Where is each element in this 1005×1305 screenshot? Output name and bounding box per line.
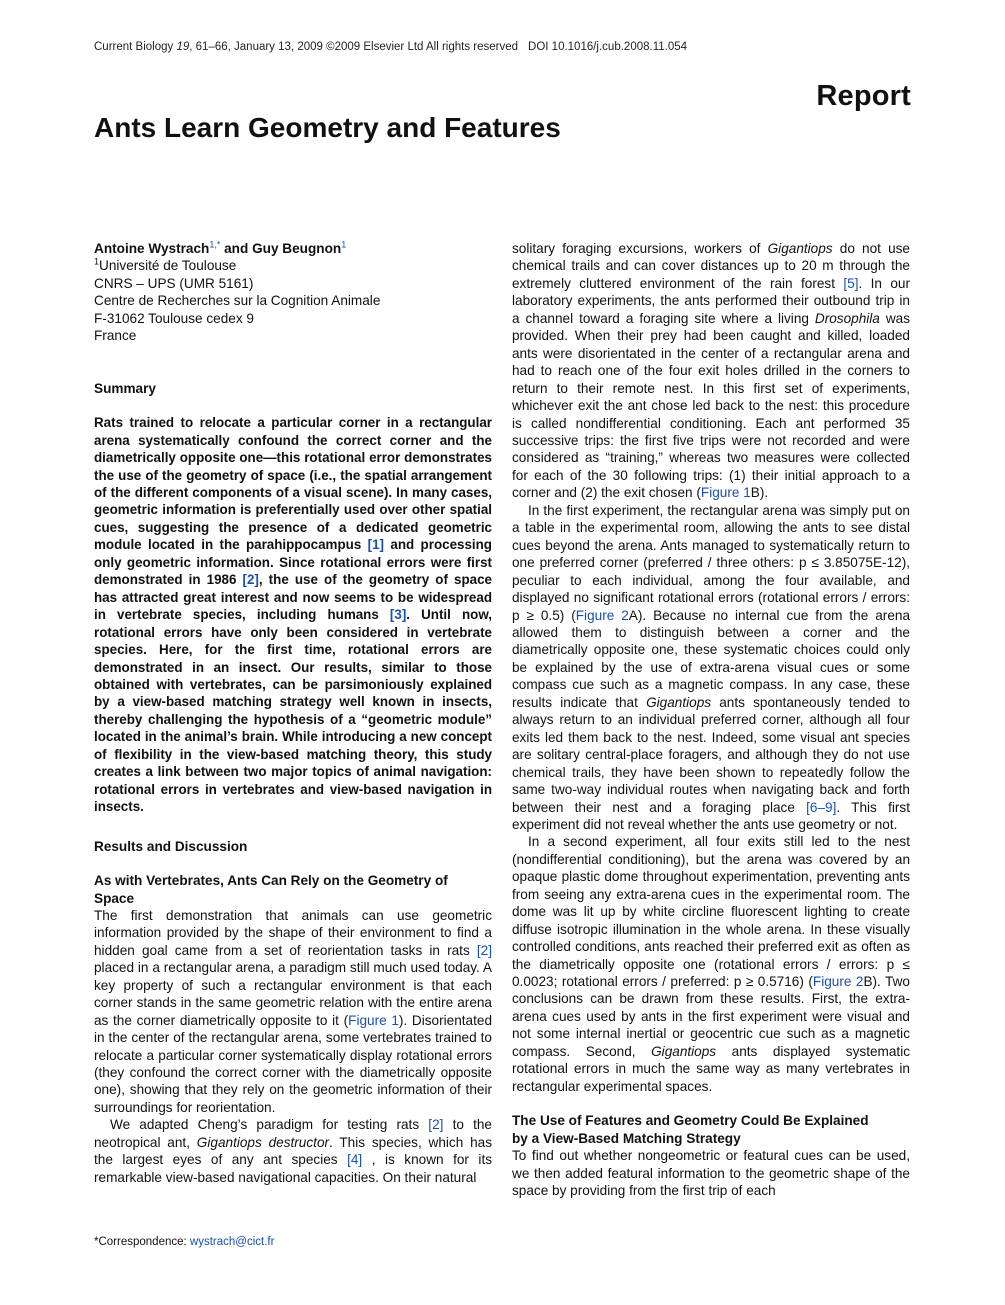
body-text: In the first experiment, the rectangular arena was simply put on a table in the experimental room, allowing the ants to see distal cues beyond the arena. Ants managed to systematically return to one preferred corner (preferred / three others: p ≤ 3.85075E-12), peculiar to each individual, among the four available, and displayed no significant rotational errors (rotational errors / errors: p ≥ 0.5) ( (512, 502, 910, 623)
species-name: Gigantiops destructor (196, 1134, 330, 1150)
author-name: Guy Beugnon (252, 241, 342, 256)
author-conjunction: and (220, 241, 253, 256)
reference-link[interactable]: [3] (389, 607, 407, 623)
body-paragraph (512, 502, 910, 834)
correspondence-label: *Correspondence: (94, 1236, 190, 1248)
affiliation-line: F-31062 Toulouse cedex 9 (94, 310, 254, 326)
body-paragraph (512, 240, 910, 502)
affiliation-line: Centre de Recherches sur la Cognition Animale (94, 293, 381, 309)
affiliation-line: Université de Toulouse (99, 258, 237, 274)
summary-text: and processing only geometric information. Since rotational errors were first demonstrated in 1986 (94, 537, 492, 588)
article-title: Ants Learn Geometry and Features (94, 112, 561, 143)
figure-link[interactable]: Figure 2 (812, 974, 864, 990)
journal-name: Current Biology (94, 41, 174, 53)
journal-pages-date: , 61–66, January 13, 2009 ©2009 Elsevier Ltd All rights reserved (189, 41, 519, 53)
summary-text: Rats trained to relocate a particular corner in a rectangular arena systematically confound the correct corner and the diametrically opposite one—this rotational error demonstrates the use of the geometry of space (i.e., the spatial arrangement of the different components of a visual scene). In many cases, geometric information is preferentially used over other spatial cues, suggesting the presence of a dedicated geometric module located in the parahippocampus (94, 415, 492, 553)
body-text: B). Two conclusions can be drawn from these results. First, the extra-arena cues used by ants in the first experiment were visual and not some internal inertial or geocentric cue such as a magnetic compass. Second, (512, 974, 910, 1059)
summary-text: . Until now, rotational errors have only been considered in vertebrate species. Here, for the first time, rotational errors are demonstrated in an insect. Our results, similar to those obtained with vertebrates, can be parsimoniously explained by a view-based matching strategy well known in insects, thereby challenging the hypothesis of a “geometric module” located in the animal’s brain. While introducing a new concept of flexibility in the view-based matching theory, this study creates a link between two major topics of animal navigation: rotational errors in vertebrates and view-based navigation in insects. (94, 607, 492, 815)
article-type: Report (816, 80, 911, 112)
journal-volume: 19 (176, 41, 190, 53)
summary-text: , the use of the geometry of space has attracted great interest and now seems to be widespread in vertebrate species, including humans (94, 572, 492, 623)
affiliation-superscript: 1 (94, 256, 100, 267)
body-text: . This species, which has the largest eyes of any ant species (94, 1134, 492, 1168)
results-heading: Results and Discussion (94, 838, 248, 854)
body-text: . In our laboratory experiments, the ants performed their outbound trip in a channel toward a foraging site where a living (512, 275, 910, 326)
body-paragraph (94, 907, 492, 1116)
reference-link[interactable]: [4] (347, 1152, 363, 1168)
body-text: . This first experiment did not reveal whether the ants use geometry or not. (512, 799, 910, 832)
reference-link[interactable]: [5] (843, 275, 859, 291)
body-text: solitary foraging excursions, workers of (512, 241, 768, 256)
summary-heading: Summary (94, 380, 156, 396)
reference-link[interactable]: [6–9] (806, 799, 837, 815)
affiliation-line: France (94, 328, 137, 344)
figure-link[interactable]: Figure 2 (575, 607, 629, 623)
body-text: In a second experiment, all four exits still led to the nest (nondifferential conditioning), but the arena was covered by an opaque plastic dome throughout experimentation, preventing ants from seeing any extra-arena cues in the experimental room. The dome was lit up by white circline fluorescent lighting to create diffuse isotropic illumination in the whole arena. In these visually controlled conditions, ants reached their preferred exit as often as the diametrically opposite one (rotational errors / errors: p ≤ 0.0023; rotational errors / preferred: p ≥ 0.5716) ( (512, 834, 910, 990)
body-paragraph (512, 1147, 910, 1199)
body-text: B). (750, 485, 769, 501)
body-text: ). Disorientated in the center of the rectangular arena, some vertebrates trained to relocate a particular corner systematically display rotational errors (they confound the correct corner with the diametrically opposite one), showing that they rely on the geometric information of their surroundings for reorientation. (94, 1012, 492, 1115)
affiliation-line: CNRS – UPS (UMR 5161) (94, 275, 254, 291)
reference-link[interactable]: [2] (242, 572, 259, 588)
author-name: Antoine Wystrach (94, 241, 210, 256)
right-column (512, 240, 910, 1199)
author-superscript[interactable]: 1 (341, 239, 347, 250)
body-text: We adapted Cheng’s paradigm for testing rats (110, 1117, 429, 1133)
body-paragraph (94, 1116, 492, 1186)
reference-link[interactable]: [2] (476, 942, 492, 958)
species-name: Drosophila (814, 310, 880, 326)
email-link[interactable]: wystrach@cict.fr (189, 1236, 275, 1248)
authors (94, 240, 492, 257)
reference-link[interactable]: [1] (367, 537, 385, 553)
body-text: A). Because no internal cue from the arena allowed them to distinguish between a corner and the diametrically opposite one, these systematic choices could only be explained by the use of extra-arena visual cues or some compass cue such as a magnetic compass. In any case, these results indicate that (512, 607, 910, 710)
species-name: Gigantiops (651, 1043, 717, 1059)
figure-link[interactable]: Figure 1 (348, 1012, 399, 1028)
species-name: Gigantiops (646, 694, 712, 710)
body-text: ants spontaneously tended to always return to an individual preferred corner, although all four exits led them back to the nest. Indeed, some visual ant species are solitary central-place foragers, and although they do not use chemical trails, they have been shown to repeatedly follow the same two-way individual routes when navigating back and forth between their nest and a foraging place (512, 694, 910, 815)
body-text: ants displayed systematic rotational errors in much the same way as many vertebrates in rectangular experimental spaces. (512, 1043, 911, 1094)
body-text: The first demonstration that animals can use geometric information provided by the shape of their environment to find a hidden goal came from a set of reorientation tasks in rats (94, 907, 492, 958)
left-column (94, 240, 492, 1186)
author-superscript[interactable]: 1,* (209, 239, 221, 250)
summary-paragraph (94, 414, 492, 815)
body-text: , is known for its remarkable view-based navigational capacities. On their natural (94, 1152, 493, 1185)
body-paragraph (512, 833, 910, 1095)
subsection-heading: As with Vertebrates, Ants Can Rely on the Geometry of Space (94, 873, 448, 906)
subsection-heading: The Use of Features and Geometry Could Be Explained by a View-Based Matching Strategy (512, 1113, 869, 1146)
running-header (94, 41, 914, 53)
species-name: Gigantiops (767, 241, 833, 256)
body-text: do not use chemical trails and can cover distances up to 20 m through the extremely cluttered environment of the rain forest (512, 241, 910, 291)
figure-link[interactable]: Figure 1 (700, 485, 751, 501)
doi: DOI 10.1016/j.cub.2008.11.054 (528, 41, 688, 53)
body-text: placed in a rectangular arena, a paradigm still much used today. A key property of such a rectangular environment is that each corner stands in the same geometric relation with the entire arena as the corner diametrically opposite to it ( (94, 960, 492, 1028)
body-text: was provided. When their prey had been caught and killed, loaded ants were disorientated in the center of a rectangular arena and had to reach one of the four exit holes drilled in the corners to return to their remote nest. In this first set of experiments, whichever exit the ant chose led back to the nest: this procedure is called nondifferential conditioning. Each ant performed 35 successive trips: the first five trips were not recorded and were considered as “training,” whereas two measures were collected for each of the 30 following trips: (1) their initial approach to a corner and (2) the exit chosen ( (512, 310, 910, 501)
reference-link[interactable]: [2] (428, 1117, 444, 1133)
body-text: To find out whether nongeometric or featural cues can be used, we then added featural information to the geometric shape of the space by providing from the first trip of each (512, 1148, 910, 1199)
affiliation (94, 257, 492, 344)
correspondence-footnote (94, 1236, 274, 1248)
body-text: to the neotropical ant, (94, 1117, 492, 1150)
